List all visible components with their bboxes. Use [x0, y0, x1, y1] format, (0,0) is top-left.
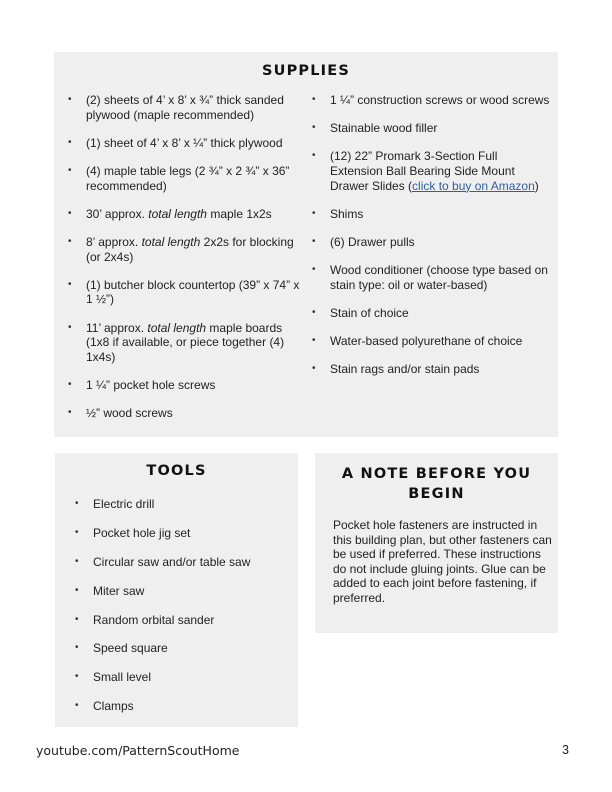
supply-item: • 30’ approx. total length maple 1x2s	[68, 206, 272, 221]
bullet-icon: •	[68, 278, 72, 290]
bullet-icon: •	[312, 235, 316, 247]
bullet-icon: •	[68, 235, 72, 247]
bullet-icon: •	[312, 207, 316, 219]
bullet-icon: •	[75, 671, 79, 683]
supply-item: • Wood conditioner (choose type based on stain type: oil or water-based)	[312, 263, 548, 292]
tool-item: • Speed square	[75, 641, 168, 656]
bullet-icon: •	[312, 306, 316, 318]
supply-item: • (1) butcher block countertop (39” x 74” x 1 ½”)	[68, 277, 300, 307]
bullet-icon: •	[312, 264, 316, 276]
bullet-icon: •	[75, 555, 79, 567]
bullet-icon: •	[75, 700, 79, 712]
tools-heading: TOOLS	[146, 463, 207, 479]
bullet-icon: •	[68, 321, 72, 333]
supply-item: • Shims	[312, 206, 364, 221]
supply-item: • ½” wood screws	[68, 406, 173, 421]
supply-item: • (4) maple table legs (2 ¾” x 2 ¾” x 36” recommended)	[68, 163, 290, 193]
bullet-icon: •	[68, 378, 72, 390]
tool-item: • Miter saw	[75, 583, 145, 598]
supply-item: • (2) sheets of 4’ x 8’ x ¾” thick sanded plywood (maple recommended)	[68, 93, 284, 122]
note-panel	[315, 453, 558, 633]
bullet-icon: •	[68, 407, 72, 419]
supply-item: • (1) sheet of 4’ x 8’ x ¼” thick plywood	[68, 135, 283, 150]
supplies-list-column-2	[312, 93, 552, 390]
supplies-heading: SUPPLIES	[261, 63, 351, 79]
bullet-icon: •	[312, 335, 316, 347]
supply-item: • Stain of choice	[312, 305, 409, 320]
bullet-icon: •	[312, 150, 316, 162]
supply-item: • 11’ approx. total length maple boards (1x8 if available, or piece together (4) 1x4s)	[68, 320, 285, 364]
bullet-icon: •	[75, 498, 79, 509]
supply-item: • Water-based polyurethane of choice	[312, 334, 523, 349]
supplies-panel	[54, 52, 558, 437]
supply-item: • Stainable wood filler	[312, 121, 438, 136]
supply-item: • 1 ¼” pocket hole screws	[68, 377, 216, 392]
note-heading: A NOTE BEFORE YOU BEGIN	[341, 466, 532, 502]
bullet-icon: •	[75, 584, 79, 596]
supplies-list-column-1	[68, 93, 306, 434]
bullet-icon: •	[75, 526, 79, 538]
bullet-icon: •	[75, 613, 79, 625]
supply-item: • Stain rags and/or stain pads	[312, 362, 480, 377]
bullet-icon: •	[68, 164, 72, 176]
supply-item: • 8’ approx. total length 2x2s for blocking (or 2x4s)	[68, 234, 294, 264]
amazon-link[interactable]: click to buy on Amazon	[412, 178, 535, 193]
supply-item: • (12) 22” Promark 3-Section Full Extension Ball Bearing Side Mount Drawer Slides (click to buy on Amazon)	[312, 149, 539, 193]
supply-item: • (6) Drawer pulls	[312, 234, 415, 249]
bullet-icon: •	[68, 94, 72, 105]
bullet-icon: •	[68, 207, 72, 219]
tools-panel	[55, 453, 298, 727]
supply-item: • 1 ¼” construction screws or wood screws	[312, 93, 550, 107]
page-number: 3	[562, 743, 569, 757]
tool-item: • Clamps	[75, 699, 134, 714]
tool-item: • Random orbital sander	[75, 612, 215, 627]
tool-item: • Electric drill	[75, 497, 155, 511]
note-body: Pocket hole fasteners are instructed in this building plan, but other fasteners can be used if preferred. These instructions do not include gluing joints. Glue can be added to each joint before fastening, if preferred.	[333, 518, 552, 605]
tool-item: • Pocket hole jig set	[75, 525, 191, 540]
bullet-icon: •	[68, 136, 72, 148]
bullet-icon: •	[312, 94, 316, 105]
bullet-icon: •	[75, 642, 79, 654]
footer-url: youtube.com/PatternScoutHome	[36, 743, 240, 758]
tool-item: • Small level	[75, 670, 152, 685]
bullet-icon: •	[312, 363, 316, 375]
tool-item: • Circular saw and/or table saw	[75, 554, 251, 569]
bullet-icon: •	[312, 122, 316, 134]
tools-list	[75, 497, 293, 728]
